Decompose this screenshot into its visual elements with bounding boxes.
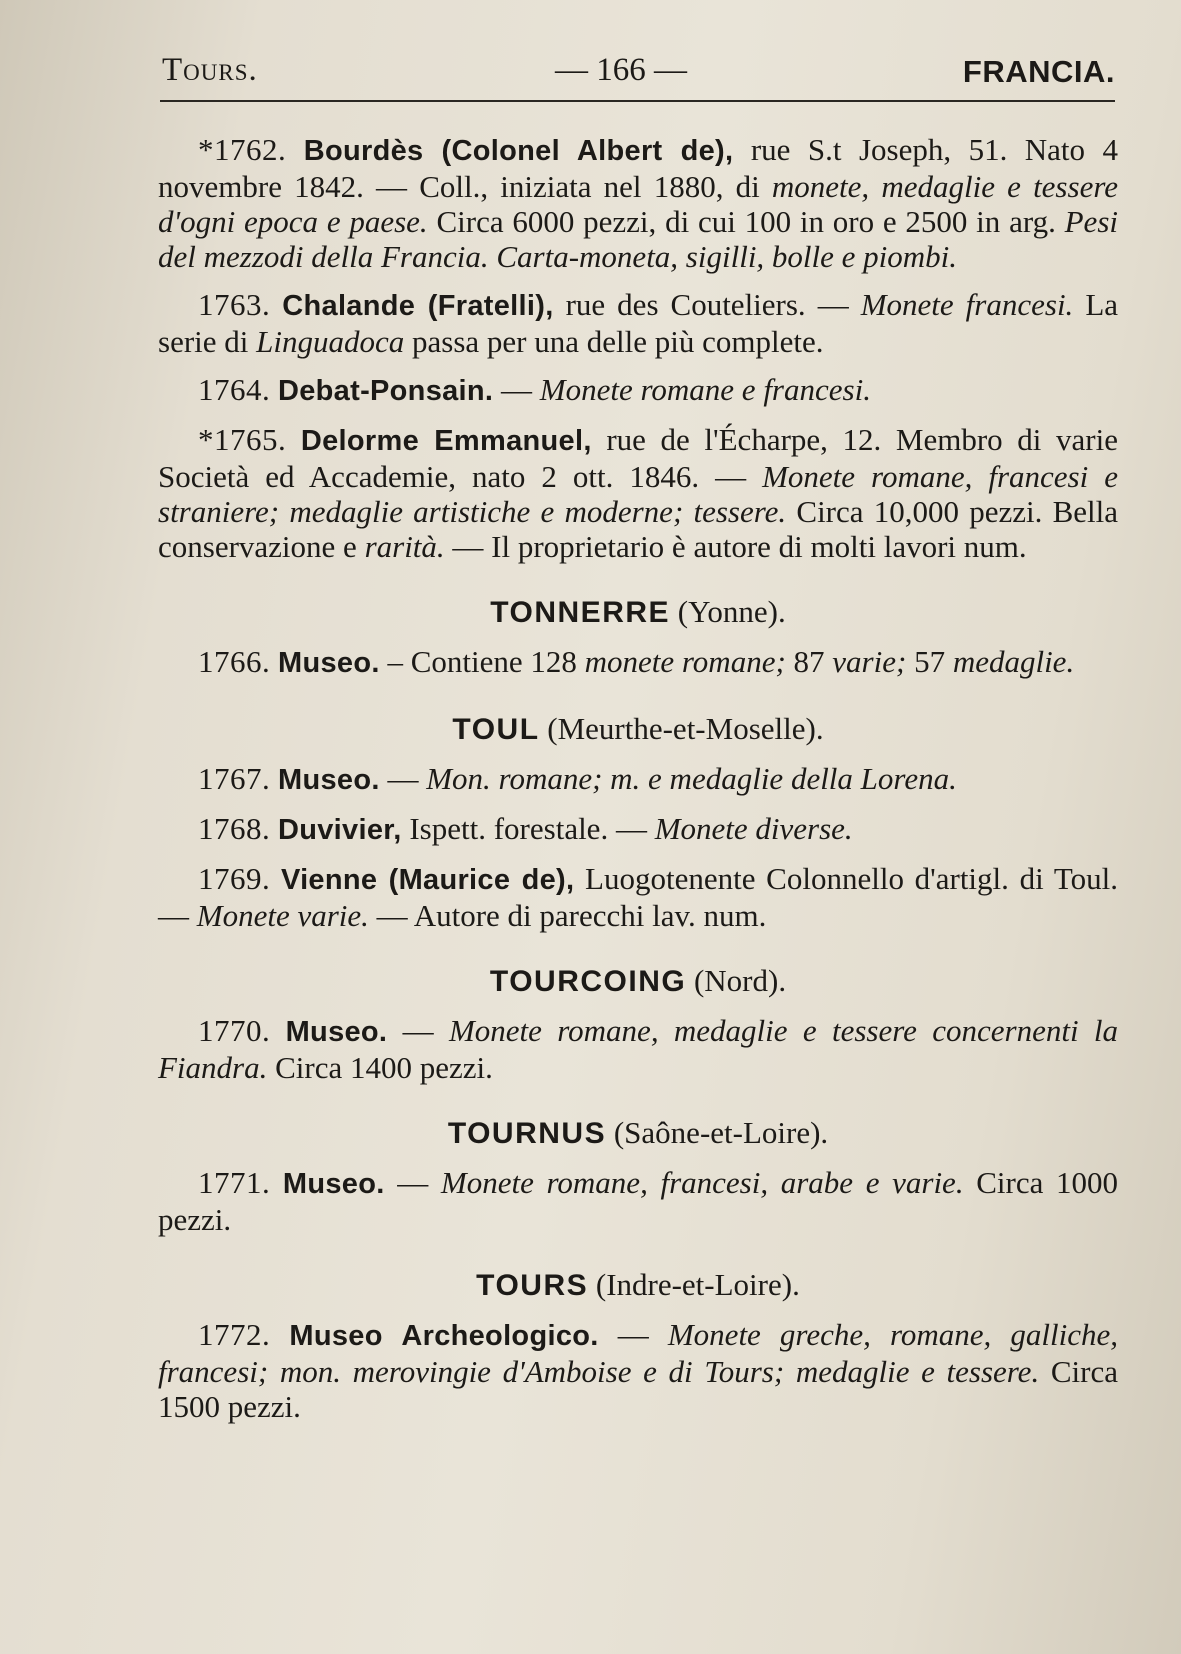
entry-text: —: [379, 761, 427, 796]
place-heading: [158, 594, 1118, 630]
place-region: (Yonne).: [670, 594, 786, 629]
entry-text: Circa 1500 pezzi.: [158, 1354, 1118, 1424]
entry-italic-text: medaglie.: [952, 644, 1075, 679]
entry-italic-text: Monete romane, francesi e straniere; medaglie artistiche e moderne; tessere.: [158, 459, 1118, 529]
entry-name: Museo.: [285, 1016, 388, 1048]
entry-italic-text: Monete greche, romane, galliche, francesi; mon. merovingie d'Amboise e di Tours; medaglie e tessere.: [158, 1317, 1119, 1389]
place-region: (Nord).: [686, 963, 787, 998]
header-rule: [160, 100, 1115, 102]
place-heading: [158, 711, 1118, 747]
entry-italic-text: Linguadoca: [256, 324, 405, 359]
entry-text: 87: [785, 644, 833, 679]
running-head: [160, 52, 1115, 92]
page-body: [158, 132, 1118, 1437]
collection-entry: [158, 372, 1118, 409]
place-name: TOURNUS: [447, 1117, 607, 1150]
entry-italic-text: rarità.: [364, 529, 445, 564]
place-heading: [158, 963, 1118, 999]
entry-name: Chalande (Fratelli),: [282, 290, 554, 322]
entry-text: —: [387, 1013, 449, 1048]
entry-text: Circa 10,000 pezzi. Bella conservazione e: [158, 494, 1118, 564]
entry-text: rue des Couteliers. —: [553, 287, 861, 322]
entry-text: rue de l'Écharpe, 12. Membro di varie Società ed Accademie, nato 2 ott. 1846. —: [158, 422, 1119, 494]
entry-text: 57: [906, 644, 953, 679]
entry-text: – Contiene 128: [379, 644, 585, 679]
place-name: TONNERRE: [490, 596, 671, 629]
entry-text: — Il proprietario è autore di molti lavori num.: [444, 529, 1027, 564]
entry-text: —: [598, 1317, 668, 1352]
page-number: — 166 —: [555, 52, 687, 88]
collection-entry: [158, 644, 1118, 681]
entry-number: 1770.: [198, 1013, 271, 1048]
entry-text: Ispett. forestale. —: [401, 811, 655, 846]
collection-entry: [158, 287, 1118, 359]
collection-entry: [158, 1317, 1118, 1424]
entry-text: — Autore di parecchi lav. num.: [368, 898, 767, 933]
entry-number: *1762.: [198, 132, 287, 167]
running-head-city: Tours.: [162, 52, 258, 88]
entry-text: passa per una delle più complete.: [404, 324, 824, 359]
place-name: TOUL: [452, 713, 540, 746]
entry-text: Circa 6000 pezzi, di cui 100 in oro e 2500 in arg.: [427, 204, 1065, 239]
entry-number: 1772.: [198, 1317, 271, 1352]
entry-number: *1765.: [198, 422, 287, 457]
entry-number: 1763.: [198, 287, 271, 322]
entry-italic-text: Monete varie.: [196, 898, 369, 933]
entry-number: 1768.: [198, 811, 271, 846]
entry-italic-text: Monete francesi.: [860, 287, 1074, 322]
entry-name: Museo Archeologico.: [289, 1320, 599, 1352]
entry-italic-text: Monete romane e francesi.: [539, 372, 871, 407]
entry-text: La serie di: [158, 287, 1119, 359]
entry-italic-text: Mon. romane; m. e medaglie della Lorena.: [426, 761, 957, 796]
collection-entry: [158, 422, 1118, 564]
entry-number: 1769.: [198, 861, 271, 896]
collection-entry: [158, 132, 1118, 274]
entry-number: 1767.: [198, 761, 271, 796]
place-name: TOURS: [476, 1269, 589, 1302]
place-heading: [158, 1115, 1118, 1151]
entry-italic-text: varie;: [832, 644, 907, 679]
entry-text: Circa 1000 pezzi.: [158, 1165, 1119, 1237]
place-heading: [158, 1267, 1118, 1303]
entry-name: Museo.: [282, 1168, 385, 1200]
entry-name: Vienne (Maurice de),: [280, 864, 575, 896]
collection-entry: [158, 861, 1118, 933]
entry-italic-text: Monete romane, francesi, arabe e varie.: [440, 1165, 964, 1200]
collection-entry: [158, 1013, 1118, 1085]
place-region: (Saône-et-Loire).: [606, 1115, 829, 1150]
entry-number: 1771.: [198, 1165, 271, 1200]
running-head-country: FRANCIA.: [962, 54, 1115, 89]
entry-name: Duvivier,: [278, 814, 402, 846]
place-name: TOURCOING: [489, 965, 687, 998]
collection-entry: [158, 761, 1118, 798]
entry-number: 1764.: [198, 372, 271, 407]
entry-name: Museo.: [278, 764, 380, 796]
place-region: (Indre-et-Loire).: [588, 1267, 800, 1302]
entry-name: Bourdès (Colonel Albert de),: [303, 135, 734, 167]
entry-text: rue S.t Joseph, 51. Nato 4 novembre 1842. — Coll., iniziata nel 1880, di: [158, 132, 1119, 204]
collection-entry: [158, 1165, 1118, 1237]
entry-text: Luogotenente Colonnello d'artigl. di Toul. —: [158, 861, 1118, 933]
entry-italic-text: Monete diverse.: [654, 811, 853, 846]
collection-entry: [158, 811, 1118, 848]
entry-italic-text: Monete romane, medaglie e tessere concernenti la Fiandra.: [158, 1013, 1119, 1085]
entry-number: 1766.: [198, 644, 271, 679]
entry-italic-text: Pesi del mezzodi della Francia. Carta-moneta, sigilli, bolle e piombi.: [158, 204, 1118, 274]
entry-name: Debat-Ponsain.: [278, 375, 494, 407]
entry-name: Museo.: [278, 647, 380, 679]
entry-name: Delorme Emmanuel,: [300, 425, 592, 457]
entry-italic-text: monete romane;: [584, 644, 786, 679]
entry-text: —: [493, 372, 540, 407]
place-region: (Meurthe-et-Moselle).: [539, 711, 824, 746]
entry-text: —: [384, 1165, 441, 1200]
entry-text: Circa 1400 pezzi.: [267, 1050, 493, 1085]
entry-italic-text: monete, medaglie e tessere d'ogni epoca e paese.: [158, 169, 1118, 239]
